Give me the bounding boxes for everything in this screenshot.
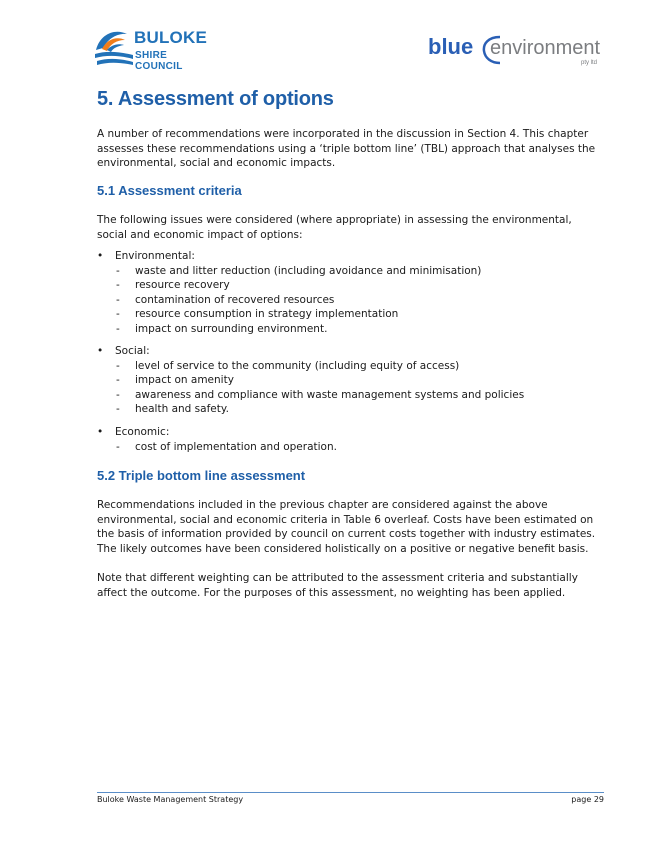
list-item-text: awareness and compliance with waste management systems and policies	[135, 388, 525, 401]
footer-rule	[97, 792, 604, 793]
buloke-logo-name: BULOKE	[134, 28, 207, 47]
list-item-text: level of service to the community (including equity of access)	[135, 359, 460, 372]
list-item	[97, 307, 602, 322]
list-item	[97, 359, 602, 374]
bullet-icon: •	[97, 345, 104, 357]
list-item-text: waste and litter reduction (including avoidance and minimisation)	[135, 264, 482, 277]
criteria-group-label: Social:	[115, 345, 150, 357]
list-item	[97, 278, 602, 293]
section-5-1-heading: 5.1 Assessment criteria	[97, 183, 242, 198]
criteria-list-social	[97, 344, 602, 417]
criteria-group-label-row	[97, 425, 602, 440]
list-item	[97, 264, 602, 279]
blue-logo-blue-word: blue	[428, 34, 474, 59]
intro-paragraph: A number of recommendations were incorporated in the discussion in Section 4. This chapter assesses these recommendations using a ‘triple bottom line’ (TBL) approach that analyses the environmental, social and economic impacts.	[97, 128, 596, 169]
criteria-list-economic	[97, 425, 602, 454]
section-5-2-paragraph-1: Recommendations included in the previous chapter are considered against the above environmental, social and economic criteria in Table 6 overleaf. Costs have been estimated on the basis of information provided by council on current costs together with industry estimates. The likely outcomes have been considered holistically on a positive or negative benefit basis.	[97, 499, 596, 555]
dash-icon: -	[116, 293, 120, 306]
section-5-2-heading: 5.2 Triple bottom line assessment	[97, 468, 306, 483]
list-item-text: cost of implementation and operation.	[135, 440, 337, 453]
section-5-1-lead: The following issues were considered (where appropriate) in assessing the environmental, social and economic impact of options:	[97, 214, 572, 241]
list-item-text: health and safety.	[135, 403, 229, 415]
buloke-logo-subtitle: SHIRE COUNCIL	[135, 50, 183, 72]
section-5-2-paragraph-2: Note that different weighting can be attributed to the assessment criteria and substantially affect the outcome. For the purposes of this assessment, no weighting has been applied.	[97, 572, 578, 599]
list-item	[97, 322, 602, 337]
criteria-group-label-row	[97, 249, 602, 264]
list-item-text: contamination of recovered resources	[135, 293, 335, 306]
dash-icon: -	[116, 322, 120, 335]
bullet-icon: •	[97, 250, 104, 262]
list-item-text: resource recovery	[135, 279, 230, 291]
dash-icon: -	[116, 388, 120, 401]
list-item	[97, 373, 602, 388]
list-item	[97, 440, 602, 455]
dash-icon: -	[116, 403, 120, 415]
list-item-text: resource consumption in strategy implementation	[135, 308, 399, 320]
criteria-group-label: Environmental:	[115, 250, 195, 262]
dash-icon: -	[116, 440, 120, 453]
blue-environment-logo	[428, 34, 608, 74]
dash-icon: -	[116, 264, 120, 277]
buloke-shire-logo	[93, 26, 207, 72]
list-item-text: impact on surrounding environment.	[135, 322, 328, 335]
dash-icon: -	[116, 279, 120, 291]
dash-icon: -	[116, 374, 120, 386]
buloke-shire-mark-icon	[93, 26, 137, 70]
dash-icon: -	[116, 308, 120, 320]
list-item	[97, 402, 602, 417]
list-item-text: impact on amenity	[135, 374, 234, 386]
footer-page-number: page 29	[571, 795, 604, 804]
blue-logo-pty: pty ltd	[581, 60, 598, 66]
criteria-group-label-row	[97, 344, 602, 359]
list-item	[97, 388, 602, 403]
bullet-icon: •	[97, 426, 104, 438]
criteria-group-label: Economic:	[115, 426, 170, 438]
list-item	[97, 293, 602, 308]
blue-logo-environment-word: environment	[490, 37, 601, 59]
page-title: 5. Assessment of options	[97, 88, 334, 110]
criteria-list-environmental	[97, 249, 602, 336]
footer-document-title: Buloke Waste Management Strategy	[97, 795, 244, 804]
dash-icon: -	[116, 359, 120, 372]
